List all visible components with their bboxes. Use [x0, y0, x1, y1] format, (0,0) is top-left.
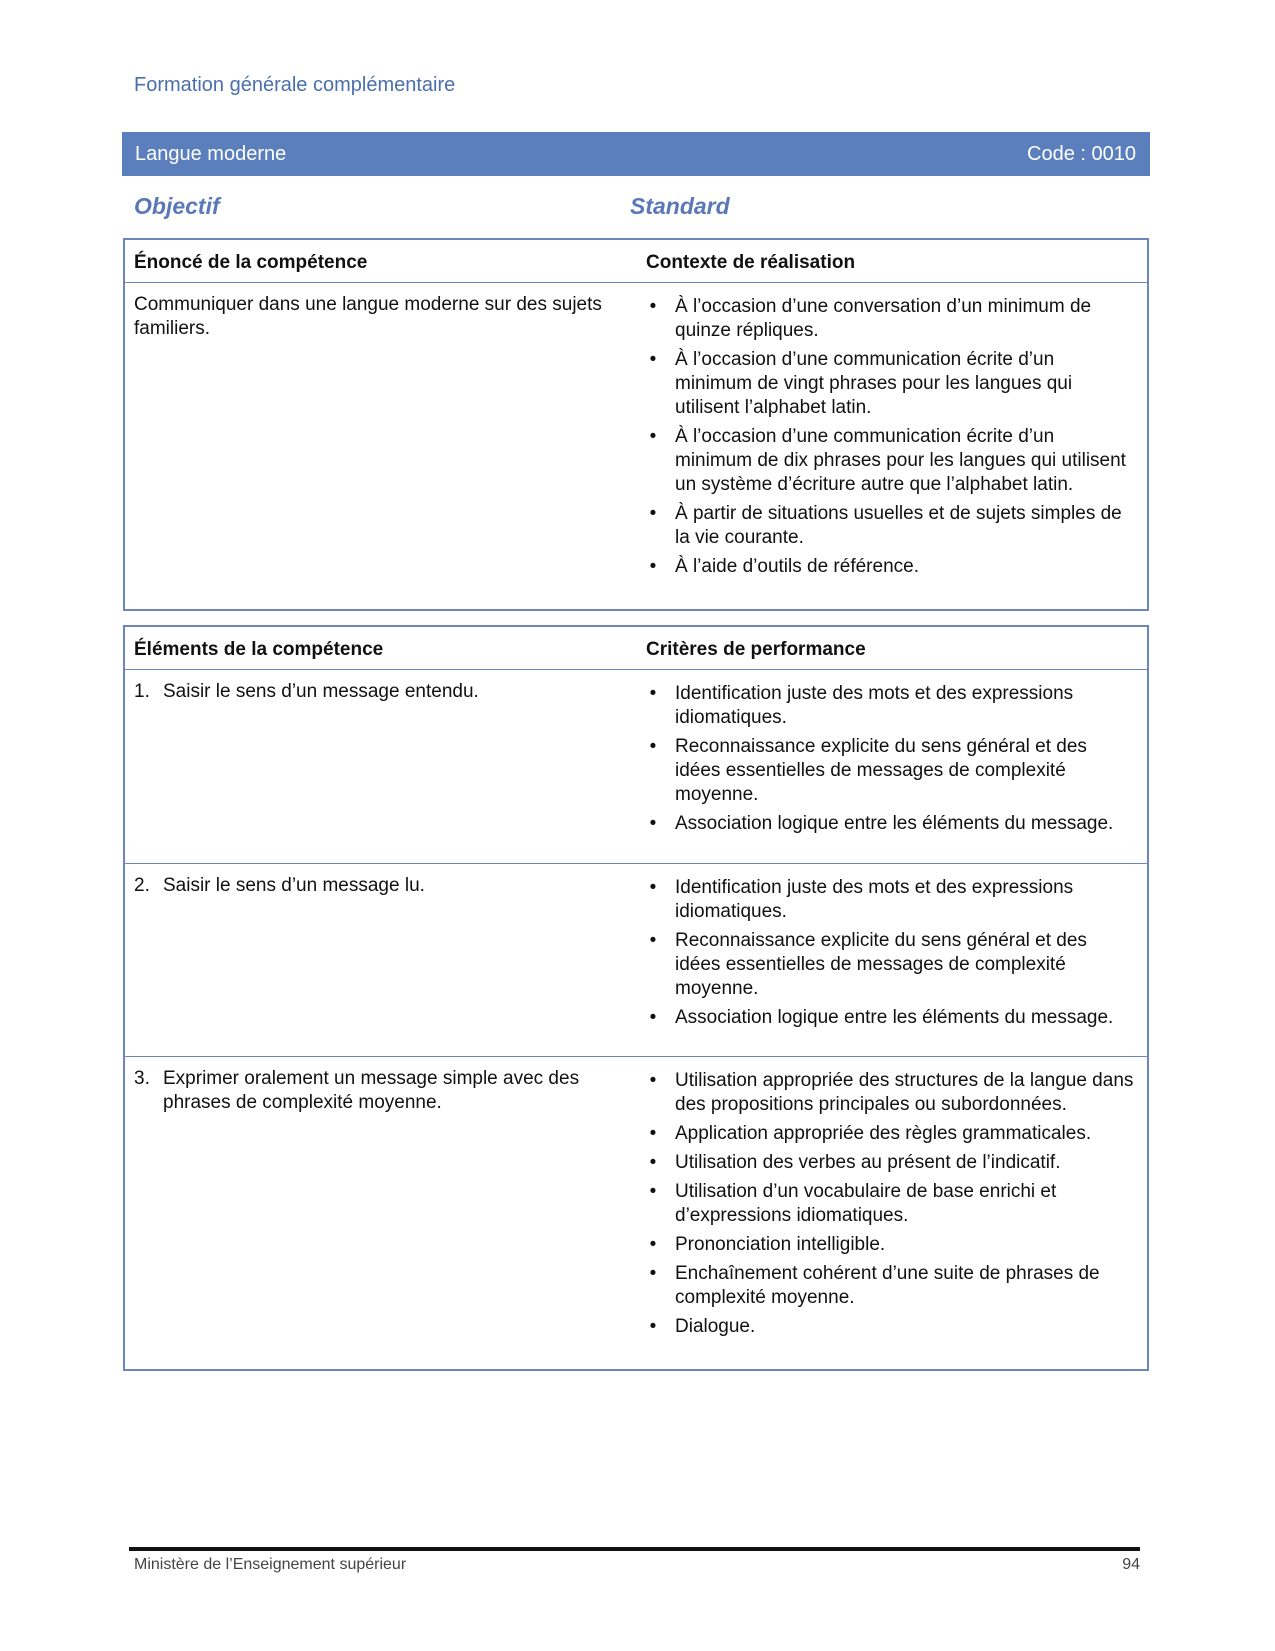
course-name: Langue moderne [135, 142, 287, 165]
element-number: 2. [134, 875, 150, 896]
bullet-icon: • [649, 1234, 657, 1255]
bullet-icon: • [649, 1181, 657, 1202]
elements-header: Éléments de la compétence [134, 639, 384, 660]
section-headings [134, 193, 1144, 223]
footer-divider [129, 1547, 1140, 1551]
list-item: • Identification juste des mots et des expressions idiomatiques. [646, 876, 1136, 924]
list-item: • Reconnaissance explicite du sens général et des idées essentielles de messages de complexité moyenne. [646, 929, 1136, 1001]
table-row [125, 1057, 1147, 1367]
table-row [125, 864, 1147, 1057]
page-footer [134, 1556, 1140, 1574]
list-item: • Association logique entre les éléments du message. [646, 812, 1136, 836]
bullet-icon: • [649, 813, 657, 834]
bullet-icon: • [649, 1007, 657, 1028]
element-1 [134, 680, 604, 704]
contexte-list [646, 295, 1136, 584]
bullet-icon: • [649, 349, 657, 370]
list-item: • Association logique entre les éléments du message. [646, 1006, 1136, 1030]
enonce-header: Énoncé de la compétence [134, 252, 368, 273]
list-item: • Utilisation des verbes au présent de l’indicatif. [646, 1151, 1136, 1175]
ministry-name: Ministère de l’Enseignement supérieur [134, 1556, 407, 1573]
list-item: • À l’occasion d’une communication écrite d’un minimum de dix phrases pour les langues qui utilisent un système d’écriture autre que l’alphabet latin. [646, 425, 1136, 497]
list-item: • Enchaînement cohérent d’une suite de phrases de complexité moyenne. [646, 1262, 1136, 1310]
bullet-icon: • [649, 426, 657, 447]
bullet-icon: • [649, 877, 657, 898]
list-item: • À l’occasion d’une communication écrite d’un minimum de vingt phrases pour les langues qui utilisent l’alphabet latin. [646, 348, 1136, 420]
bullet-icon: • [649, 1263, 657, 1284]
element-3 [134, 1067, 604, 1115]
criteres-list [646, 682, 1136, 841]
document-title: Formation générale complémentaire [134, 74, 456, 96]
element-number: 3. [134, 1068, 150, 1089]
contexte-header: Contexte de réalisation [646, 252, 856, 273]
page-number: 94 [1122, 1556, 1140, 1573]
bullet-icon: • [649, 930, 657, 951]
enonce-text: Communiquer dans une langue moderne sur des sujets familiers. [134, 294, 602, 339]
element-text: Saisir le sens d’un message lu. [163, 875, 425, 896]
elements-table-header [125, 627, 1147, 670]
bullet-icon: • [649, 683, 657, 704]
element-2 [134, 874, 604, 898]
list-item: • À l’occasion d’une conversation d’un minimum de quinze répliques. [646, 295, 1136, 343]
course-band [122, 132, 1150, 176]
standard-heading: Standard [630, 193, 730, 219]
bullet-icon: • [649, 1152, 657, 1173]
list-item: • Identification juste des mots et des expressions idiomatiques. [646, 682, 1136, 730]
list-item: • À partir de situations usuelles et de sujets simples de la vie courante. [646, 502, 1136, 550]
list-item: • Reconnaissance explicite du sens général et des idées essentielles de messages de complexité moyenne. [646, 735, 1136, 807]
course-code: Code : 0010 [1027, 142, 1136, 165]
bullet-icon: • [649, 503, 657, 524]
list-item: • Utilisation d’un vocabulaire de base enrichi et d’expressions idiomatiques. [646, 1180, 1136, 1228]
criteres-list [646, 1069, 1136, 1344]
objectif-heading: Objectif [134, 193, 220, 219]
criteres-header: Critères de performance [646, 639, 866, 660]
list-item: • Utilisation appropriée des structures de la langue dans des propositions principales ou subordonnées. [646, 1069, 1136, 1117]
bullet-icon: • [649, 1123, 657, 1144]
bullet-icon: • [649, 1316, 657, 1337]
list-item: • Prononciation intelligible. [646, 1233, 1136, 1257]
list-item: • Application appropriée des règles grammaticales. [646, 1122, 1136, 1146]
competence-table [123, 238, 1149, 611]
bullet-icon: • [649, 556, 657, 577]
list-item: • À l’aide d’outils de référence. [646, 555, 1136, 579]
competence-table-header [125, 240, 1147, 283]
element-text: Exprimer oralement un message simple avec des phrases de complexité moyenne. [163, 1068, 580, 1113]
competence-row [125, 283, 1147, 603]
element-number: 1. [134, 681, 150, 702]
list-item: • Dialogue. [646, 1315, 1136, 1339]
element-text: Saisir le sens d’un message entendu. [163, 681, 479, 702]
table-row [125, 670, 1147, 864]
criteres-list [646, 876, 1136, 1035]
bullet-icon: • [649, 736, 657, 757]
bullet-icon: • [649, 1070, 657, 1091]
elements-table [123, 625, 1149, 1371]
bullet-icon: • [649, 296, 657, 317]
